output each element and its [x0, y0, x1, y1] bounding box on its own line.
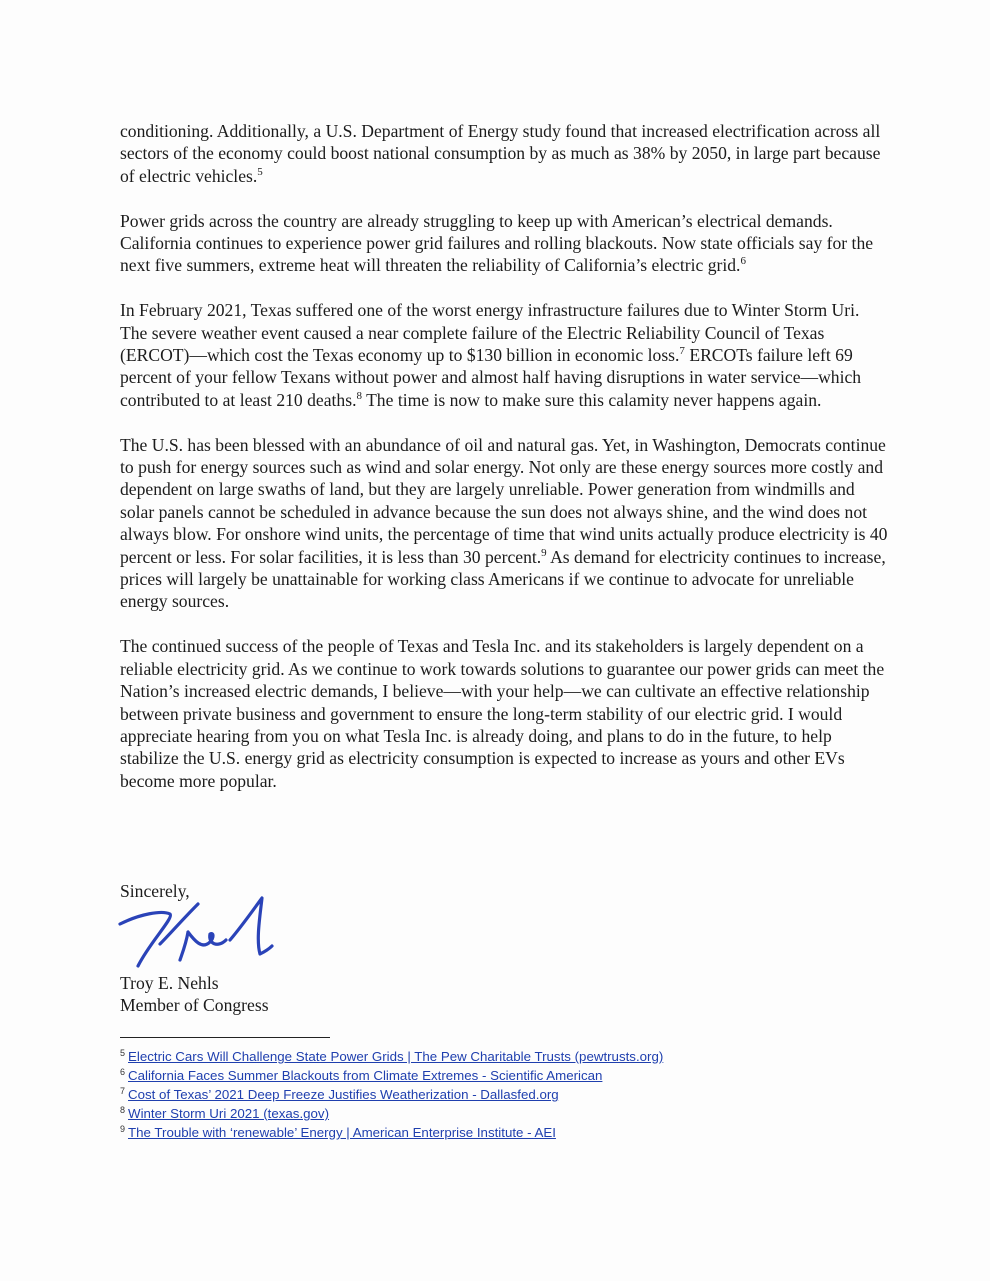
signer-name: Troy E. Nehls	[120, 973, 219, 993]
footnote-ref: 5	[257, 165, 263, 178]
footnote-link[interactable]: Winter Storm Uri 2021 (texas.gov)	[128, 1106, 330, 1121]
footnote-number: 5	[120, 1047, 126, 1058]
footnote-link[interactable]: Cost of Texas’ 2021 Deep Freeze Justifies Weatherization - Dallasfed.org	[128, 1087, 559, 1102]
footnote-ref: 7	[679, 345, 685, 358]
signature-image	[110, 892, 290, 972]
footnote-link[interactable]: Electric Cars Will Challenge State Power Grids | The Pew Charitable Trusts (pewtrusts.org)	[128, 1049, 664, 1064]
footnote-7	[120, 1085, 880, 1104]
paragraph-text: The U.S. has been blessed with an abundance of oil and natural gas. Yet, in Washington, Democrats continue to push for energy sources such as wind and solar energy. Not only are these energy sources more costly and dependent on large swaths of land, but they are largely unreliable. Power generation from windmills and solar panels cannot be scheduled in advance because the sun does not always shine, and the wind does not always blow. For onshore wind units, the percentage of time that wind units actually produce electricity is 40 percent or less. For solar facilities, it is less than 30 percent.	[120, 434, 888, 567]
paragraph-text: As demand for electricity continues to increase, prices will largely be unattainable for working class Americans if we continue to advocate for unreliable energy sources.	[120, 546, 886, 612]
letter-body	[120, 120, 890, 815]
footnotes	[120, 1047, 880, 1142]
signer-title: Member of Congress	[120, 995, 269, 1016]
footnote-number: 8	[120, 1104, 126, 1115]
signer-block	[120, 972, 269, 1017]
footnote-8	[120, 1104, 880, 1123]
paragraph-energy-sources	[120, 434, 890, 613]
footnote-link[interactable]: The Trouble with ‘renewable’ Energy | American Enterprise Institute - AEI	[128, 1125, 556, 1140]
footnote-link[interactable]: California Faces Summer Blackouts from Climate Extremes - Scientific American	[128, 1068, 603, 1083]
footnote-ref: 9	[541, 546, 547, 559]
paragraph-text: Power grids across the country are already struggling to keep up with American’s electrical demands. California continues to experience power grid failures and rolling blackouts. Now state officials say for the next five summers, extreme heat will threaten the reliability of California’s electric grid.	[120, 210, 874, 276]
paragraph-texas-storm	[120, 299, 890, 411]
paragraph-text: The continued success of the people of Texas and Tesla Inc. and its stakeholders is largely dependent on a reliable electricity grid. As we continue to work towards solutions to guarantee our power grids can meet the Nation’s increased electric demands, I believe—with your help—we can cultivate an effective relationship between private business and government to ensure the long-term stability of our electric grid. I would appreciate hearing from you on what Tesla Inc. is already doing, and plans to do in the future, to help stabilize the U.S. energy grid as electricity consumption is expected to increase as yours and other EVs become more popular.	[120, 636, 885, 791]
paragraph-power-grids	[120, 210, 890, 277]
paragraph-text: In February 2021, Texas suffered one of the worst energy infrastructure failures due to Winter Storm Uri. The severe weather event caused a near complete failure of the Electric Reliability Council of Texas (ERCOT)—which cost the Texas economy up to $130 billion in economic loss.	[120, 300, 860, 366]
footnote-number: 9	[120, 1123, 126, 1134]
footnote-5	[120, 1047, 880, 1066]
footnote-number: 7	[120, 1085, 126, 1096]
paragraph-text: ERCOTs failure left 69 percent of your fellow Texans without power and almost half having disruptions in water service—which contributed to at least 210 deaths.	[120, 345, 862, 410]
footnote-number: 6	[120, 1066, 126, 1077]
paragraph-text: The time is now to make sure this calamity never happens again.	[361, 389, 822, 410]
paragraph-consumption	[120, 120, 890, 187]
footnote-ref: 8	[356, 389, 362, 402]
paragraph-tesla-request	[120, 635, 890, 792]
footnote-divider	[120, 1037, 330, 1038]
closing-salutation: Sincerely,	[120, 881, 190, 901]
footnote-9	[120, 1123, 880, 1142]
paragraph-text: conditioning. Additionally, a U.S. Department of Energy study found that increased electrification across all sectors of the economy could boost national consumption by as much as 38% by 2050, in large part because of electric vehicles.	[120, 121, 881, 186]
footnote-ref: 6	[740, 255, 746, 268]
footnote-6	[120, 1066, 880, 1085]
